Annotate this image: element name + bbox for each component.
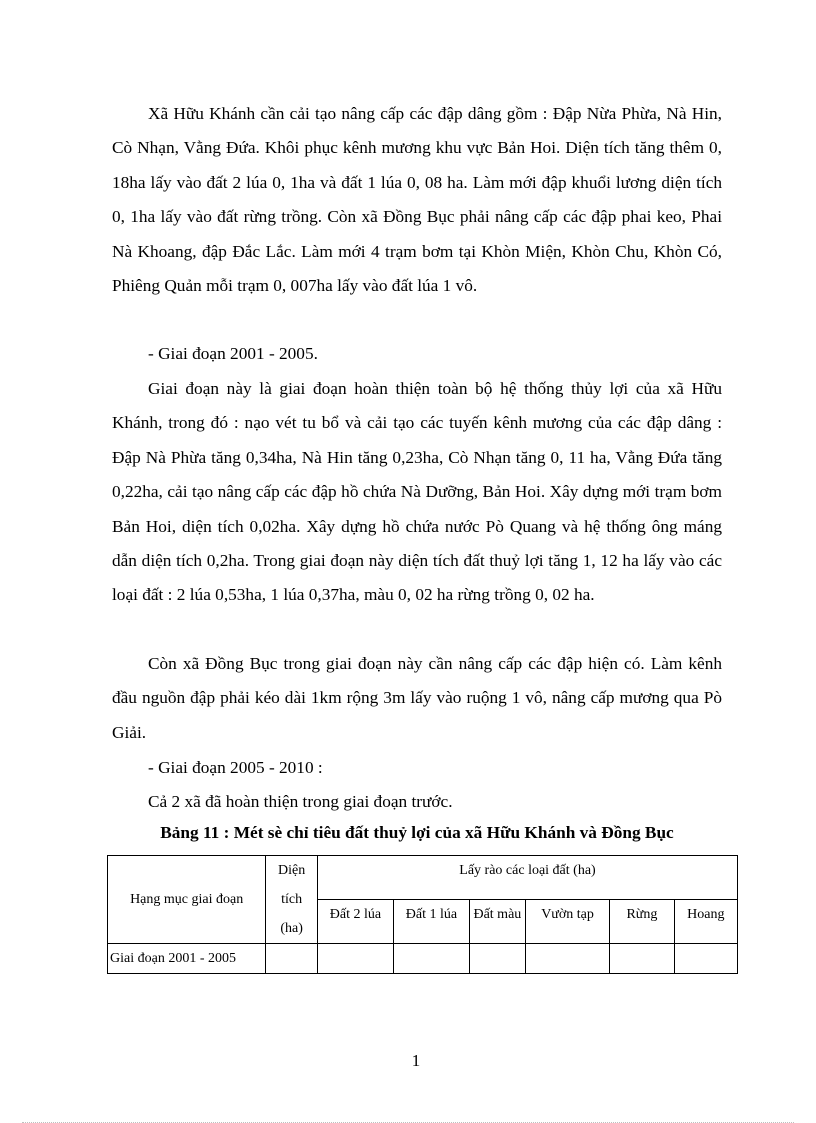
header-col-2-rice: Đất 2 lúa	[317, 900, 393, 944]
table-cell	[266, 944, 318, 974]
header-col-garden: Vườn tạp	[525, 900, 609, 944]
paragraph-period-2001-2005: - Giai đoạn 2001 - 2005.	[148, 344, 318, 363]
table-row	[108, 944, 738, 974]
table-cell	[674, 944, 737, 974]
header-col-waste: Hoang	[674, 900, 737, 944]
paragraph-irrigation-completion: Giai đoạn này là giai đoạn hoàn thiện toàn bộ hệ thống thủy lợi của xã Hữu Khánh, trong đó : nạo vét tu bổ và cải tạo các tuyến kênh mương của các đập dâng : Đập Nà Phừa tăng 0,34ha, Nà Hin tăng 0,23ha, Cò Nhạn tăng 0, 11 ha, Vằng Đứa tăng 0,22ha, cải tạo nâng cấp các đập hồ chứa Nà Dưỡng, Bản Hoi. Xây dựng mới trạm bơm Bản Hoi, diện tích 0,02ha. Xây dựng hồ chứa nước Pò Quang và hệ thống ông máng dẫn diện tích 0,2ha. Trong giai đoạn này diện tích đất thuỷ lợi tăng 1, 12 ha lấy vào các loại đất : 2 lúa 0,53ha, 1 lúa 0,37ha, màu 0, 02 ha rừng trồng 0, 02 ha.	[112, 379, 722, 605]
paragraph-huu-khanh-dams: Xã Hữu Khánh cần cải tạo nâng cấp các đập dâng gồm : Đập Nừa Phừa, Nà Hin, Cò Nhạn, Vằng Đứa. Khôi phục kênh mương khu vực Bản Hoi. Diện tích tăng thêm 0, 18ha lấy vào đất 2 lúa 0, 1ha và đất 1 lúa 0, 08 ha. Làm mới đập khuổi lương diện tích 0, 1ha lấy vào đất rừng trồng. Còn xã Đồng Bục phải nâng cấp các đập phai keo, Phai Nà Khoang, đập Đắc Lắc. Làm mới 4 trạm bơm tại Khòn Miện, Khòn Chu, Khòn Có, Phiêng Quản mỗi trạm 0, 007ha lấy vào đất lúa 1 vô.	[112, 104, 722, 296]
table-cell	[393, 944, 469, 974]
irrigation-land-table	[107, 855, 738, 974]
paragraph-completed: Cả 2 xã đã hoàn thiện trong giai đoạn trước.	[148, 792, 453, 811]
header-col-forest: Rừng	[610, 900, 674, 944]
table-cell	[610, 944, 674, 974]
header-col-crop-land: Đất màu	[469, 900, 525, 944]
row-label: Giai đoạn 2001 - 2005	[108, 944, 266, 974]
header-category: Hạng mục giai đoạn	[108, 856, 266, 944]
header-col-1-rice: Đất 1 lúa	[393, 900, 469, 944]
table-header-row	[108, 856, 738, 900]
page-number: 1	[411, 1051, 421, 1070]
paragraph-period-2005-2010: - Giai đoạn 2005 - 2010 :	[148, 758, 323, 777]
table-caption: Bảng 11 : Mét sè chỉ tiêu đất thuỷ lợi của xã Hữu Khánh và Đồng Bục	[160, 823, 674, 842]
header-land-types-group: Lấy rào các loại đất (ha)	[317, 856, 737, 900]
header-area: Diện tích (ha)	[266, 856, 318, 944]
paragraph-dong-buc: Còn xã Đồng Bục trong giai đoạn này cần nâng cấp các đập hiện có. Làm kênh đầu nguồn đập phải kéo dài 1km rộng 3m lấy vào ruộng 1 vô, nâng cấp mương qua Pò Giải.	[112, 654, 722, 742]
table-cell	[469, 944, 525, 974]
table-cell	[317, 944, 393, 974]
table-cell	[525, 944, 609, 974]
